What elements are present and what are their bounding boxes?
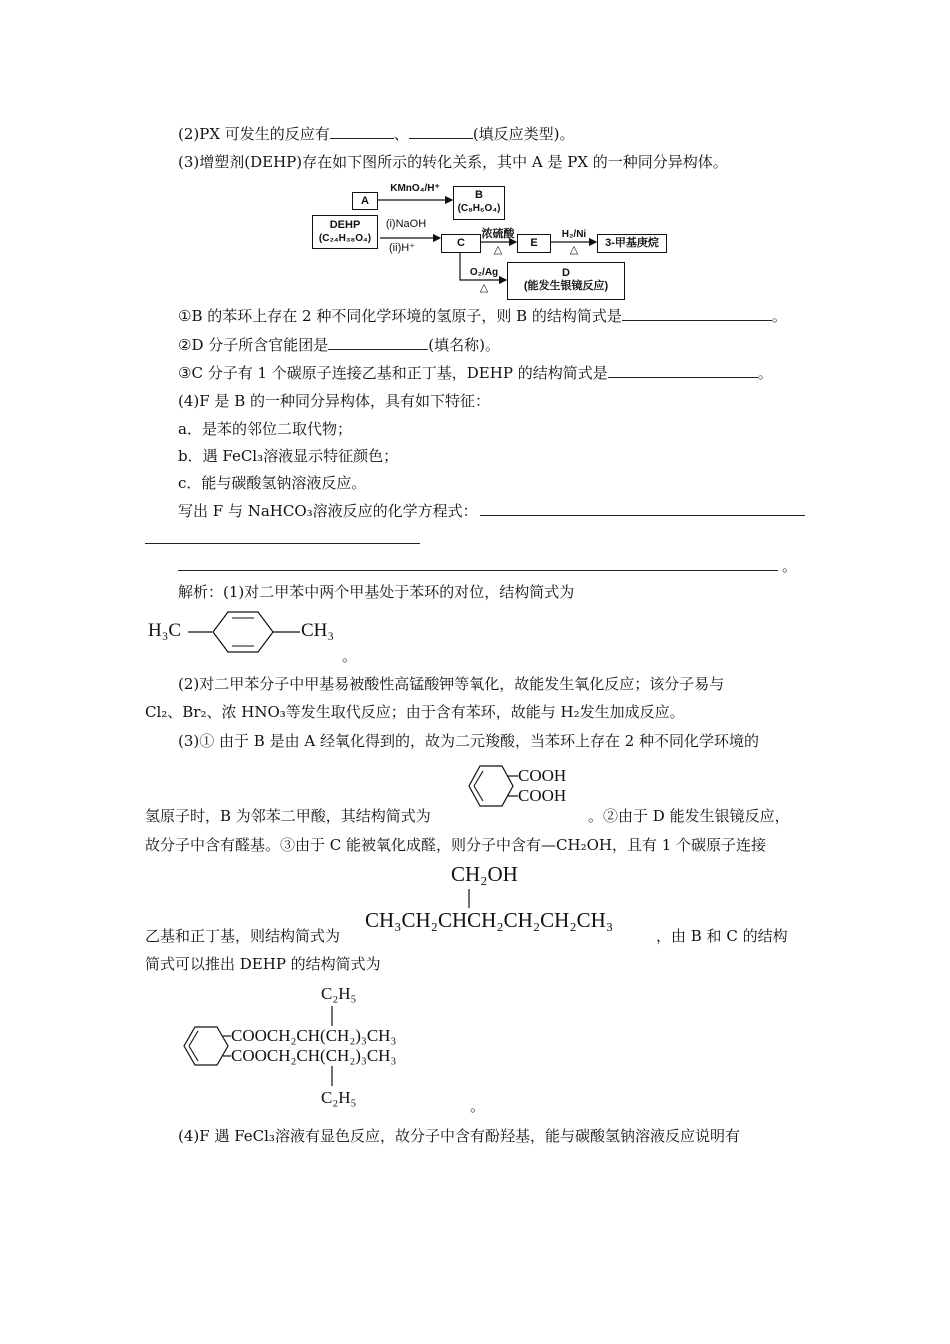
compound-e-label: E [530, 237, 538, 249]
compound-b-label: B [475, 189, 483, 201]
compound-d-note: (能发生银镜反应) [523, 280, 609, 292]
reagent-h2ni: H₂/Ni [561, 229, 587, 240]
dehp-box [312, 215, 378, 249]
reaction-scheme [310, 180, 659, 305]
phthalic-acid-structure [468, 762, 588, 822]
sol-p3e: 简式可以推出 DEHP 的结构简式为 [145, 955, 381, 973]
dehp-ester-top: COOCH₂CH(CH₂)₃CH₃ [231, 1026, 397, 1045]
q2-sep: 、 [393, 125, 409, 143]
q4-b: b．遇 FeCl₃溶液显示特征颜色； [178, 447, 399, 465]
q3-1-blank[interactable] [622, 305, 772, 321]
compound-c-structure [365, 862, 665, 942]
p-xylene-h3c: H₃C [148, 620, 182, 641]
q3-1-text: ①B 的苯环上存在 2 种不同化学环境的氢原子，则 B 的结构简式是 [178, 307, 622, 325]
q3-intro: (3)增塑剂(DEHP)存在如下图所示的转化关系，其中 A 是 PX 的一种同分异构体。 [178, 153, 728, 171]
q3-1-end: 。 [771, 307, 787, 325]
compound-b-box [453, 186, 505, 220]
q3-3-end: 。 [757, 364, 773, 382]
sol-p1: 解析：(1)对二甲苯中两个甲基处于苯环的对位，结构简式为 [178, 583, 575, 601]
q4-answer-line-1[interactable] [480, 515, 805, 516]
q2-line [178, 123, 575, 144]
sol-p3e-period: 。 [470, 1097, 486, 1115]
reagent-h: (ii)H⁺ [389, 242, 415, 254]
q2-blank-2[interactable] [409, 123, 473, 139]
q3-1-line [178, 305, 787, 326]
c-main-chain: CH₃CH₂CHCH₂CH₂CH₂CH₃ [365, 908, 614, 932]
dehp-c2h5-top: C₂H₅ [321, 984, 357, 1003]
dehp-structure [183, 984, 483, 1109]
q4-a: a．是苯的邻位二取代物； [178, 420, 352, 438]
compound-c-box [441, 234, 481, 253]
dehp-ester-bottom: COOCH₂CH(CH₂)₃CH₃ [231, 1046, 397, 1065]
q3-2-line [178, 334, 500, 355]
sol-p3d: 乙基和正丁基，则结构简式为 [145, 927, 341, 945]
q4-intro: (4)F 是 B 的一种同分异构体，具有如下特征： [178, 392, 490, 410]
heat-2: △ [569, 244, 579, 256]
q2-text-b: (填反应类型)。 [472, 125, 575, 143]
dehp-c2h5-bottom: C₂H₅ [321, 1088, 357, 1107]
compound-e-box [517, 234, 551, 253]
q4-answer-line-2[interactable] [145, 543, 420, 544]
compound-d-box [507, 262, 625, 300]
dehp-label: DEHP [329, 219, 361, 231]
dehp-formula: (C₂₄H₃₈O₄) [318, 233, 372, 244]
reagent-h2so4: 浓硫酸 [481, 228, 515, 240]
q2-blank-1[interactable] [330, 123, 394, 139]
compound-a-label: A [361, 195, 369, 207]
product-box [597, 234, 667, 253]
reagent-kmno4: KMnO₄/H⁺ [380, 182, 450, 195]
heat-3: △ [479, 282, 489, 294]
q3-2-text: ②D 分子所含官能团是 [178, 336, 329, 354]
product-label: 3-甲基庚烷 [605, 237, 659, 249]
p-xylene-ch3: CH₃ [301, 620, 335, 641]
q3-3-text: ③C 分子有 1 个碳原子连接乙基和正丁基，DEHP 的结构简式是 [178, 364, 608, 382]
q3-2-blank[interactable] [328, 334, 428, 350]
compound-b-formula: (C₈H₆O₄) [457, 203, 501, 214]
reagent-naoh: (i)NaOH [385, 218, 427, 230]
compound-d-label: D [562, 267, 570, 279]
c-ch2oh: CH₂OH [451, 862, 518, 886]
q3-2-end: (填名称)。 [428, 336, 500, 354]
cooh-top: COOH [518, 766, 567, 785]
sol-p2a: (2)对二甲苯分子中甲基易被酸性高锰酸钾等氧化，故能发生氧化反应；该分子易与 [178, 675, 725, 693]
q3-3-blank[interactable] [608, 362, 758, 378]
sol-p1-period: 。 [342, 647, 358, 665]
p-xylene-structure [148, 608, 358, 658]
sol-p3a: (3)① 由于 B 是由 A 经氧化得到的，故为二元羧酸，当苯环上存在 2 种不同化学环境的 [178, 732, 760, 750]
q4-c: c．能与碳酸氢钠溶液反应。 [178, 474, 367, 492]
q4-end: 。 [782, 557, 798, 575]
sol-p2b: Cl₂、Br₂、浓 HNO₃等发生取代反应；由于含有苯环，故能与 H₂发生加成反应。 [145, 703, 685, 721]
reagent-o2ag: O₂/Ag [469, 267, 499, 278]
q4-answer-line-3[interactable] [178, 570, 778, 571]
q4-ask: 写出 F 与 NaHCO₃溶液反应的化学方程式： [178, 502, 478, 520]
sol-p3d-tail: ，由 B 和 C 的结构 [656, 927, 788, 945]
sol-p3c: 故分子中含有醛基。③由于 C 能被氧化成醛，则分子中含有—CH₂OH，且有 1 个碳原子连接 [145, 836, 767, 854]
cooh-bottom: COOH [518, 786, 567, 805]
q2-text-a: (2)PX 可发生的反应有 [178, 125, 330, 143]
q3-3-line [178, 362, 773, 383]
compound-a-box [352, 192, 378, 210]
compound-c-label: C [457, 237, 465, 249]
sol-p3b-end: 。②由于 D 能发生银镜反应， [588, 807, 790, 825]
heat-1: △ [493, 244, 503, 256]
sol-p3b: 氢原子时，B 为邻苯二甲酸，其结构简式为 [145, 807, 431, 825]
sol-p4: (4)F 遇 FeCl₃溶液有显色反应，故分子中含有酚羟基，能与碳酸氢钠溶液反应说明有 [178, 1127, 740, 1145]
